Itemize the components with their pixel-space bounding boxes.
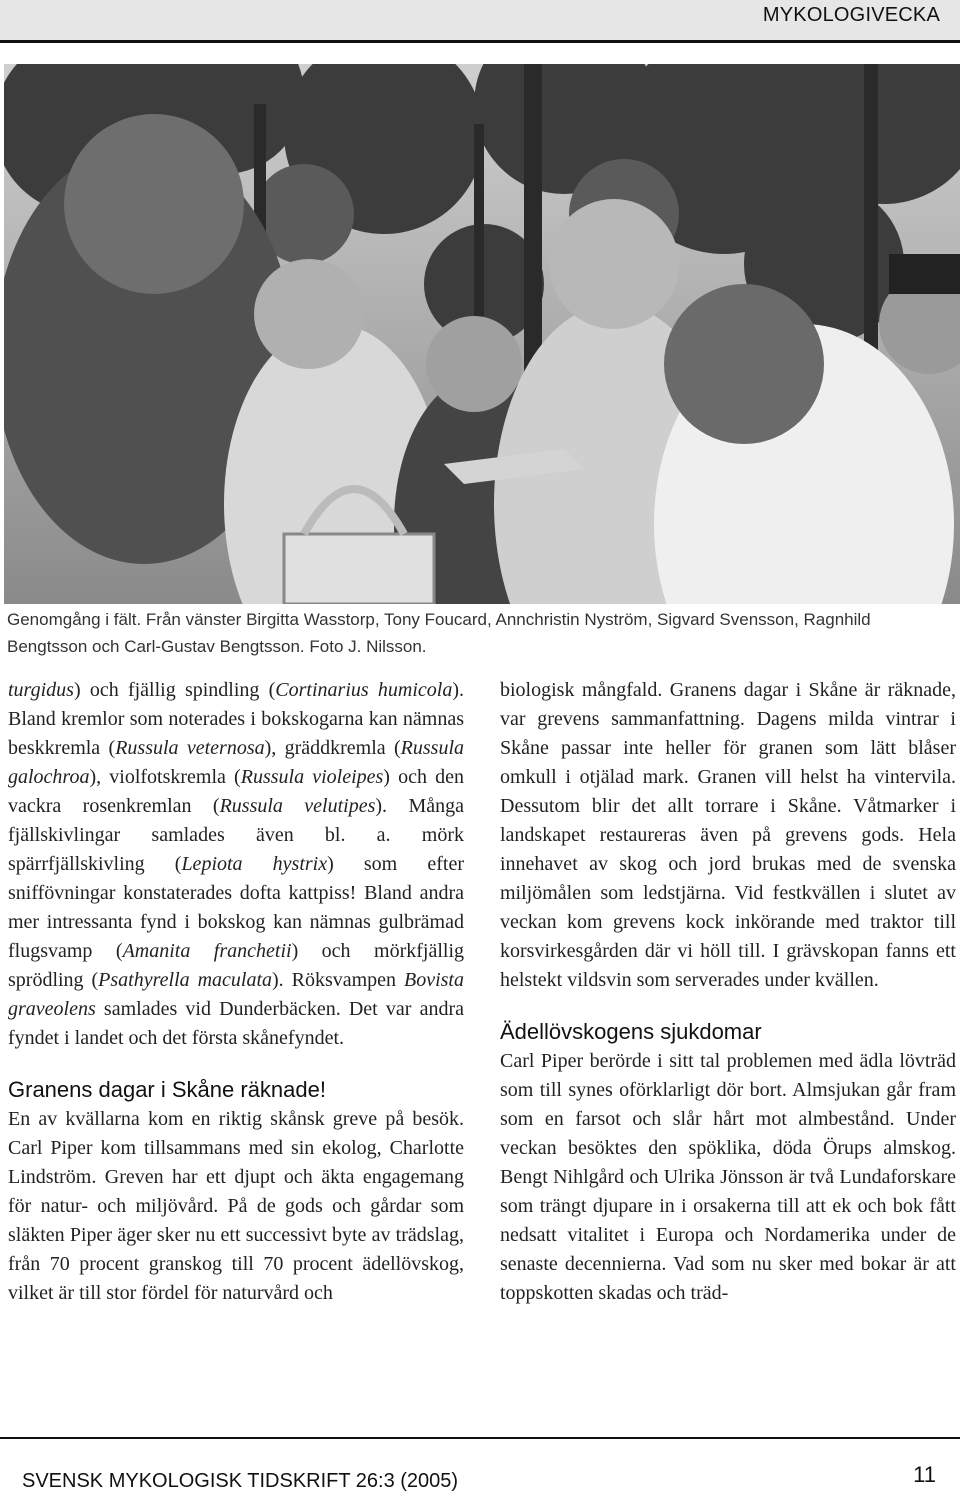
heading-adellovskogens-sjukdomar: Ädellövskogens sjukdomar <box>500 1019 762 1044</box>
species-name: turgidus <box>8 679 74 701</box>
species-name: Russula veternosa <box>115 737 265 759</box>
heading-granens-dagar: Granens dagar i Skåne räknade! <box>8 1077 326 1102</box>
text-run: ) och den vackra rosenkremlan ( <box>8 766 464 817</box>
left-column <box>8 676 464 1308</box>
photo-illustration <box>4 64 960 604</box>
page-number: 11 <box>913 1462 936 1487</box>
group-photo <box>4 64 960 604</box>
text-run: ) som efter sniffövningar konstaterades dofta kattpiss! Bland andra mer intressanta fynd i bokskog kan nämnas gulbrämad flugsvamp ( <box>8 853 464 962</box>
species-name: Lepiota hystrix <box>181 853 328 875</box>
left-paragraph-2: En av kvällarna kom en riktig skånsk greve på besök. Carl Piper kom tillsammans med sin ekolog, Charlotte Lindström. Greven har ett djupt och äkta engagemang för natur- och miljövård. På de gods och gårdar som släkten Piper äger sker nu ett successivt byte av trädslag, från 70 procent granskog till 70 procent ädellövskog, vilket är till stor fördel för naturvård och <box>8 1108 464 1304</box>
left-paragraph-1 <box>8 676 464 1053</box>
right-paragraph-1: biologisk mångfald. Granens dagar i Skåne är räknade, var grevens sammanfattning. Dagens milda vintrar i Skåne passar inte heller för granen som lätt blåser omkull i otjälad mark. Granen vill helst ha vintervila. Dessutom blir det allt torrare i Skåne. Våtmarker i landskapet restaureras även på grevens gods. Hela innehavet av skog och jord brukas med de svenska miljömålen som ledstjärna. Vid festkvällen i slutet av veckan kom grevens kock inkörande med traktor till korsvirkesgården där vi höll till. I grävskopan fanns ett helstekt vildsvin som serverades under kvällen. <box>500 679 956 991</box>
journal-name: SVENSK MYKOLOGISK TIDSKRIFT 26:3 (2005) <box>22 1470 459 1492</box>
text-run: ) och mörkfjällig sprödling ( <box>8 940 464 991</box>
species-name: Psathyrella maculata <box>98 969 273 991</box>
species-name: Bovista graveolens <box>8 969 464 1020</box>
species-name: Russula violeipes <box>240 766 384 788</box>
species-name: Russula velutipes <box>219 795 376 817</box>
text-run: ), violfotskremla ( <box>89 766 241 788</box>
species-name: Russula galochroa <box>8 737 464 788</box>
section-label: MYKOLOGIVECKA <box>762 4 940 26</box>
text-run: samlades vid Dunderbäcken. Det var andra fyndet i landet och det första skånefyndet. <box>8 998 464 1049</box>
footer-rule <box>0 1437 960 1439</box>
text-run: ), gräddkremla ( <box>264 737 401 759</box>
species-name: Amanita franchetii <box>122 940 292 962</box>
text-run: ). Bland kremlor som noterades i bokskogarna kan nämnas beskkremla ( <box>8 679 464 759</box>
text-run: ). Många fjällskivlingar samlades även bl. a. mörk spärrfjällskivling ( <box>8 795 464 875</box>
photo-caption: Genomgång i fält. Från vänster Birgitta Wasstorp, Tony Foucard, Annchristin Nyström, Sigvard Svensson, Ragnhild Bengtsson och Carl-Gustav Bengtsson. Foto J. Nilsson. <box>7 610 871 656</box>
right-paragraph-2: Carl Piper berörde i sitt tal problemen med ädla lövträd som till synes oförklarligt dör bort. Almsjukan går fram som en farsot och slår hårt mot almbestånd. Under veckan besöktes den spöklika, döda Örups almskog. Bengt Nihlgård och Ulrika Jönsson är två Lundaforskare som trängt djupare in i orsakerna till att ek och bok fått nedsatt vitalitet i Europa och Nordamerika under de senaste decennierna. Vad som nu sker med bokar är att toppskotten skadas och träd- <box>500 1050 956 1304</box>
species-name: Cortinarius humicola <box>275 679 453 701</box>
header-rule <box>0 40 960 43</box>
text-run: ). Röksvampen <box>272 969 404 991</box>
text-run: ) och fjällig spindling ( <box>73 679 276 701</box>
right-column <box>500 676 956 1308</box>
